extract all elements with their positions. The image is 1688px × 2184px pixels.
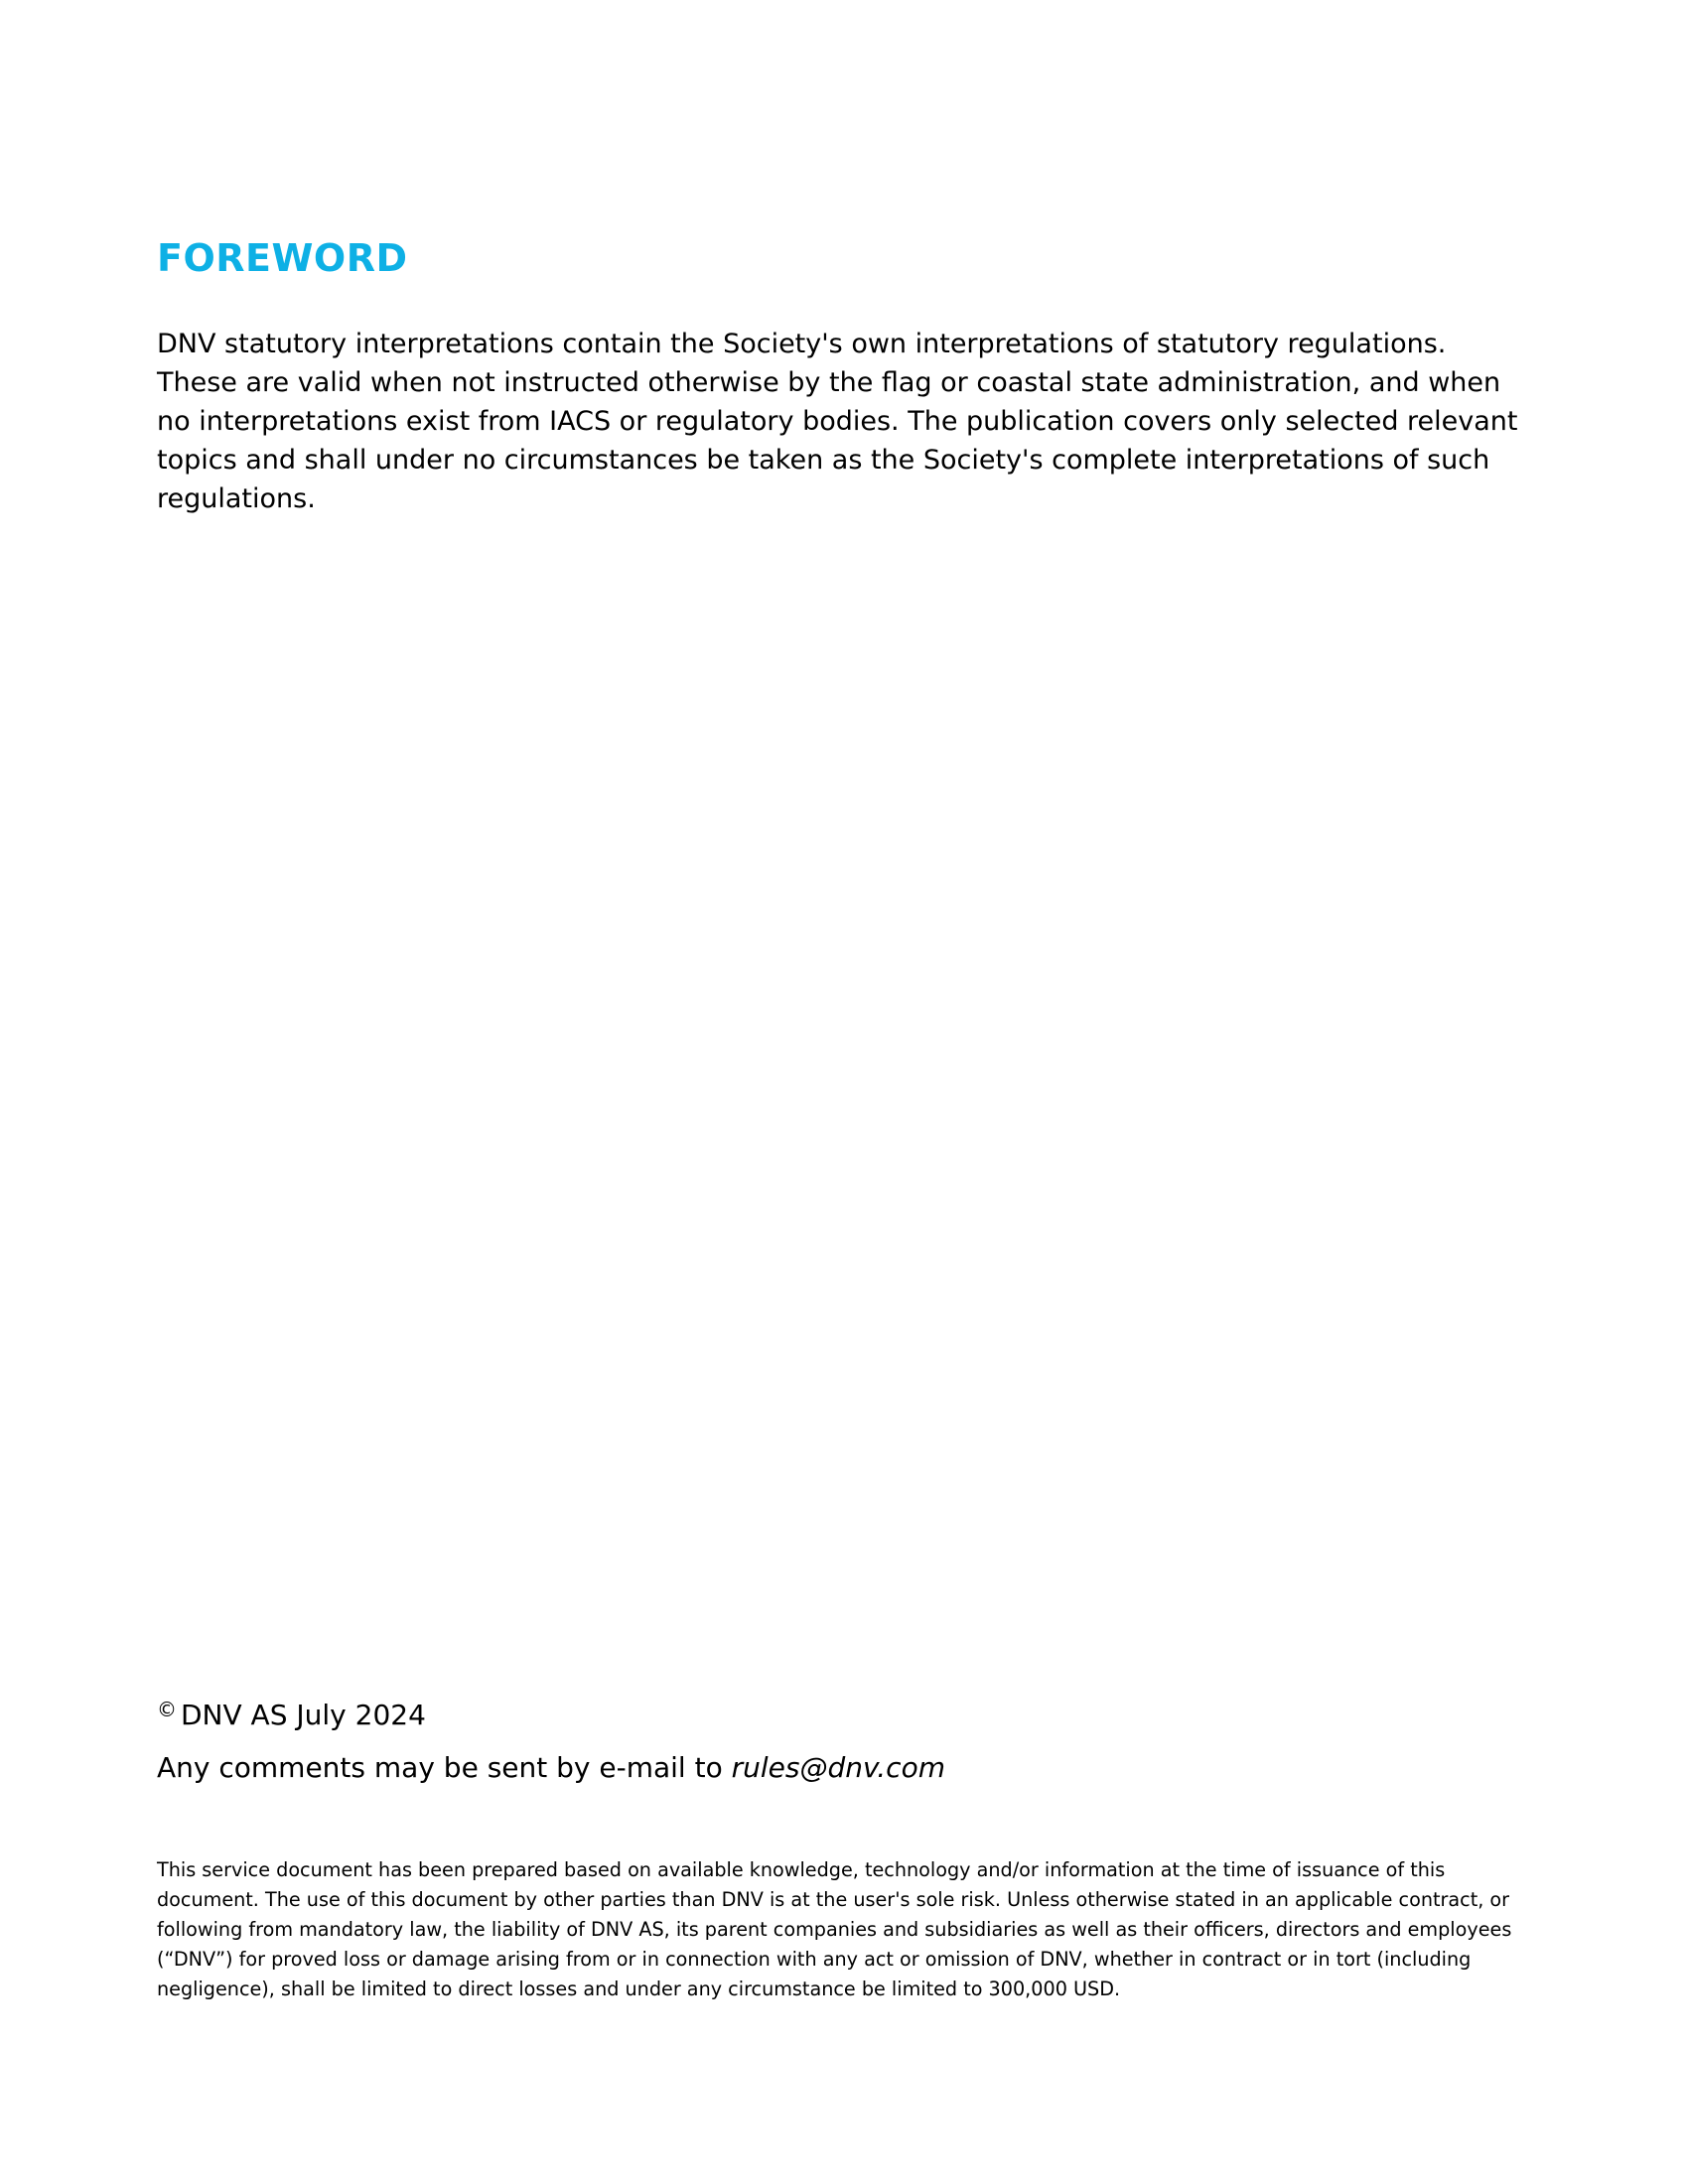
comments-prefix: Any comments may be sent by e-mail to: [157, 1751, 732, 1784]
copyright-text: DNV AS July 2024: [181, 1699, 426, 1731]
copyright-line: [157, 1691, 426, 1734]
foreword-body: DNV statutory interpretations contain the Society's own interpretations of statutory regulations. These are valid when not instructed otherwise by the flag or coastal state administration, and when no interpretations exist from IACS or regulatory bodies. The publication covers only selected relevant topics and shall under no circumstances be taken as the Society's complete interpretations of such regulations.: [157, 329, 1518, 514]
foreword-heading: FOREWORD: [157, 236, 408, 280]
disclaimer-text: This service document has been prepared based on available knowledge, technology and/or information at the time of issuance of this document. The use of this document by other parties than DNV is at the user's sole risk. Unless otherwise stated in an applicable contract, or following from mandatory law, the liability of DNV AS, its parent companies and subsidiaries as well as their officers, directors and employees (“DNV”) for proved loss or damage arising from or in connection with any act or omission of DNV, whether in contract or in tort (including negligence), shall be limited to direct losses and under any circumstance be limited to 300,000 USD.: [157, 1858, 1512, 2000]
email-link[interactable]: rules@dnv.com: [731, 1751, 945, 1784]
comments-line: [157, 1749, 945, 1787]
copyright-symbol: ©: [157, 1698, 177, 1721]
